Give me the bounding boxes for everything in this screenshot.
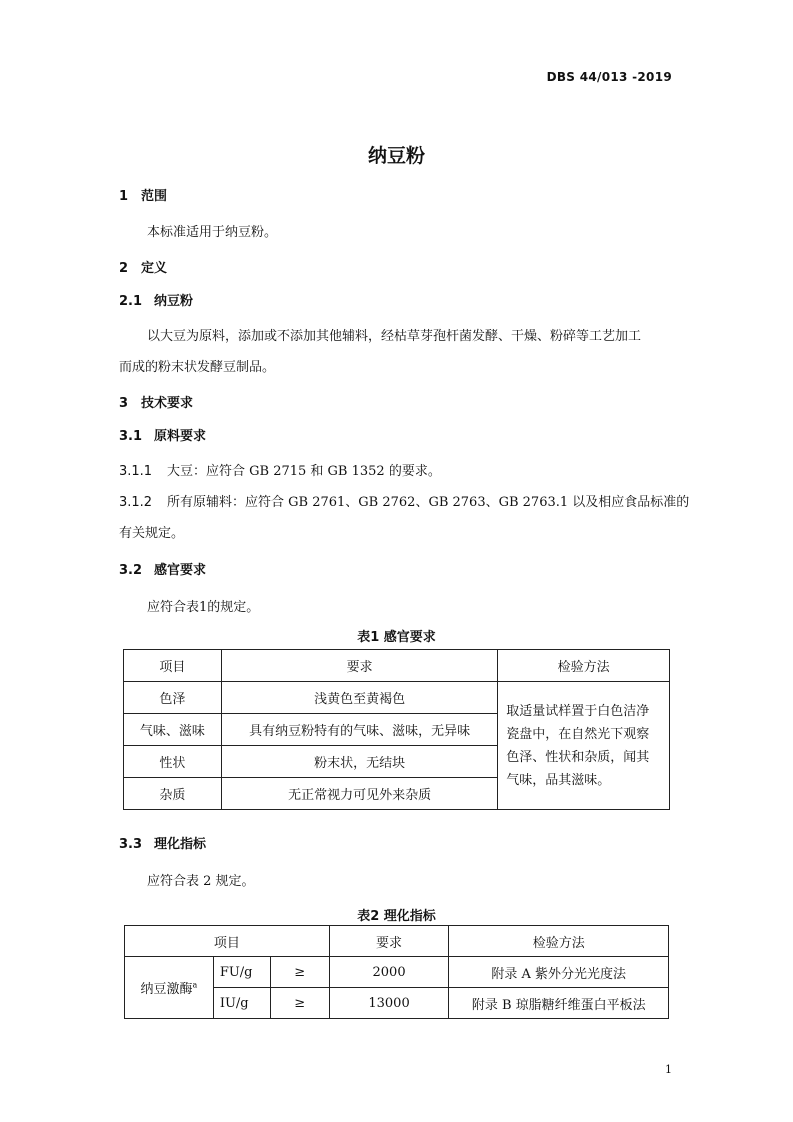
method-line: 色泽、性状和杂质，闻其 — [506, 749, 650, 765]
method-line: 瓷盘中，在自然光下观察 — [506, 726, 650, 742]
header-item: 项目 — [125, 926, 330, 957]
clause-number: 3.1.2 — [119, 495, 153, 510]
clause-number: 3.1.1 — [119, 464, 153, 479]
section-2-heading — [119, 257, 167, 276]
nattokinase-item-cell — [125, 957, 214, 1019]
section-3-1-heading — [119, 425, 206, 444]
row-requirement: 无正常视力可见外来杂质 — [221, 778, 497, 810]
row-requirement: 浅黄色至黄褐色 — [221, 682, 497, 714]
section-title: 感官要求 — [154, 563, 207, 578]
section-3-2-heading — [119, 559, 206, 578]
section-3-3-heading — [119, 833, 206, 852]
section-title: 理化指标 — [154, 837, 207, 852]
header-item: 项目 — [124, 650, 222, 682]
section-3-3-text: 应符合表 2 规定。 — [147, 874, 255, 889]
unit-cell: FU/g — [213, 957, 270, 988]
clause-text: 大豆：应符合 GB 2715 和 GB 1352 的要求。 — [167, 464, 441, 479]
table-row — [125, 957, 669, 988]
table-row — [124, 682, 670, 714]
document-code: DBS 44/013 -2019 — [546, 70, 672, 84]
clause-3-1-2-continued: 有关规定。 — [119, 526, 185, 541]
section-title: 定义 — [141, 261, 168, 276]
row-item: 杂质 — [124, 778, 222, 810]
method-cell: 附录 B 琼脂糖纤维蛋白平板法 — [449, 988, 669, 1019]
row-requirement: 粉末状，无结块 — [221, 746, 497, 778]
section-title: 技术要求 — [141, 396, 194, 411]
section-number: 2 — [119, 261, 129, 276]
page-number: 1 — [665, 1063, 672, 1076]
footnote-marker: a — [192, 980, 198, 990]
clause-3-1-2 — [119, 491, 689, 510]
section-title: 范围 — [141, 189, 168, 204]
header-method: 检验方法 — [449, 926, 669, 957]
table-2-caption: 表2 理化指标 — [357, 909, 436, 924]
header-requirement: 要求 — [329, 926, 449, 957]
section-title: 纳豆粉 — [154, 294, 194, 309]
section-number: 3.1 — [119, 429, 143, 444]
table-header-row — [125, 926, 669, 957]
operator-cell: ≥ — [270, 988, 329, 1019]
physicochemical-table — [124, 925, 669, 1019]
row-requirement: 具有纳豆粉特有的气味、滋味，无异味 — [221, 714, 497, 746]
definition-line-1: 以大豆为原料，添加或不添加其他辅料，经枯草芽孢杆菌发酵、干燥、粉碎等工艺加工 — [147, 329, 642, 344]
sensory-table — [123, 649, 670, 810]
section-title: 原料要求 — [154, 429, 207, 444]
method-line: 气味，品其滋味。 — [506, 772, 611, 788]
unit-cell: IU/g — [213, 988, 270, 1019]
row-item: 气味、滋味 — [124, 714, 222, 746]
section-2-1-heading — [119, 290, 193, 309]
clause-3-1-1 — [119, 460, 441, 479]
table-header-row — [124, 650, 670, 682]
section-1-text: 本标准适用于纳豆粉。 — [147, 225, 278, 240]
document-title: 纳豆粉 — [367, 145, 425, 167]
operator-cell: ≥ — [270, 957, 329, 988]
header-method: 检验方法 — [498, 650, 670, 682]
table-1-caption: 表1 感官要求 — [357, 630, 436, 645]
row-item: 色泽 — [124, 682, 222, 714]
section-number: 1 — [119, 189, 129, 204]
section-3-heading — [119, 392, 193, 411]
requirement-value: 13000 — [329, 988, 449, 1019]
requirement-value: 2000 — [329, 957, 449, 988]
header-requirement: 要求 — [221, 650, 497, 682]
section-number: 3.2 — [119, 563, 143, 578]
definition-line-2: 而成的粉末状发酵豆制品。 — [119, 360, 276, 375]
section-number: 3.3 — [119, 837, 143, 852]
section-number: 2.1 — [119, 294, 143, 309]
item-name: 纳豆激酶 — [140, 982, 193, 997]
method-line: 取适量试样置于白色洁净 — [506, 703, 650, 719]
clause-text: 所有原辅料：应符合 GB 2761、GB 2762、GB 2763、GB 2763.1 以及相应食品标准的 — [167, 495, 690, 510]
section-number: 3 — [119, 396, 129, 411]
method-cell: 附录 A 紫外分光光度法 — [449, 957, 669, 988]
section-3-2-text: 应符合表1的规定。 — [147, 600, 260, 615]
method-cell — [498, 682, 670, 810]
row-item: 性状 — [124, 746, 222, 778]
section-1-heading — [119, 185, 167, 204]
